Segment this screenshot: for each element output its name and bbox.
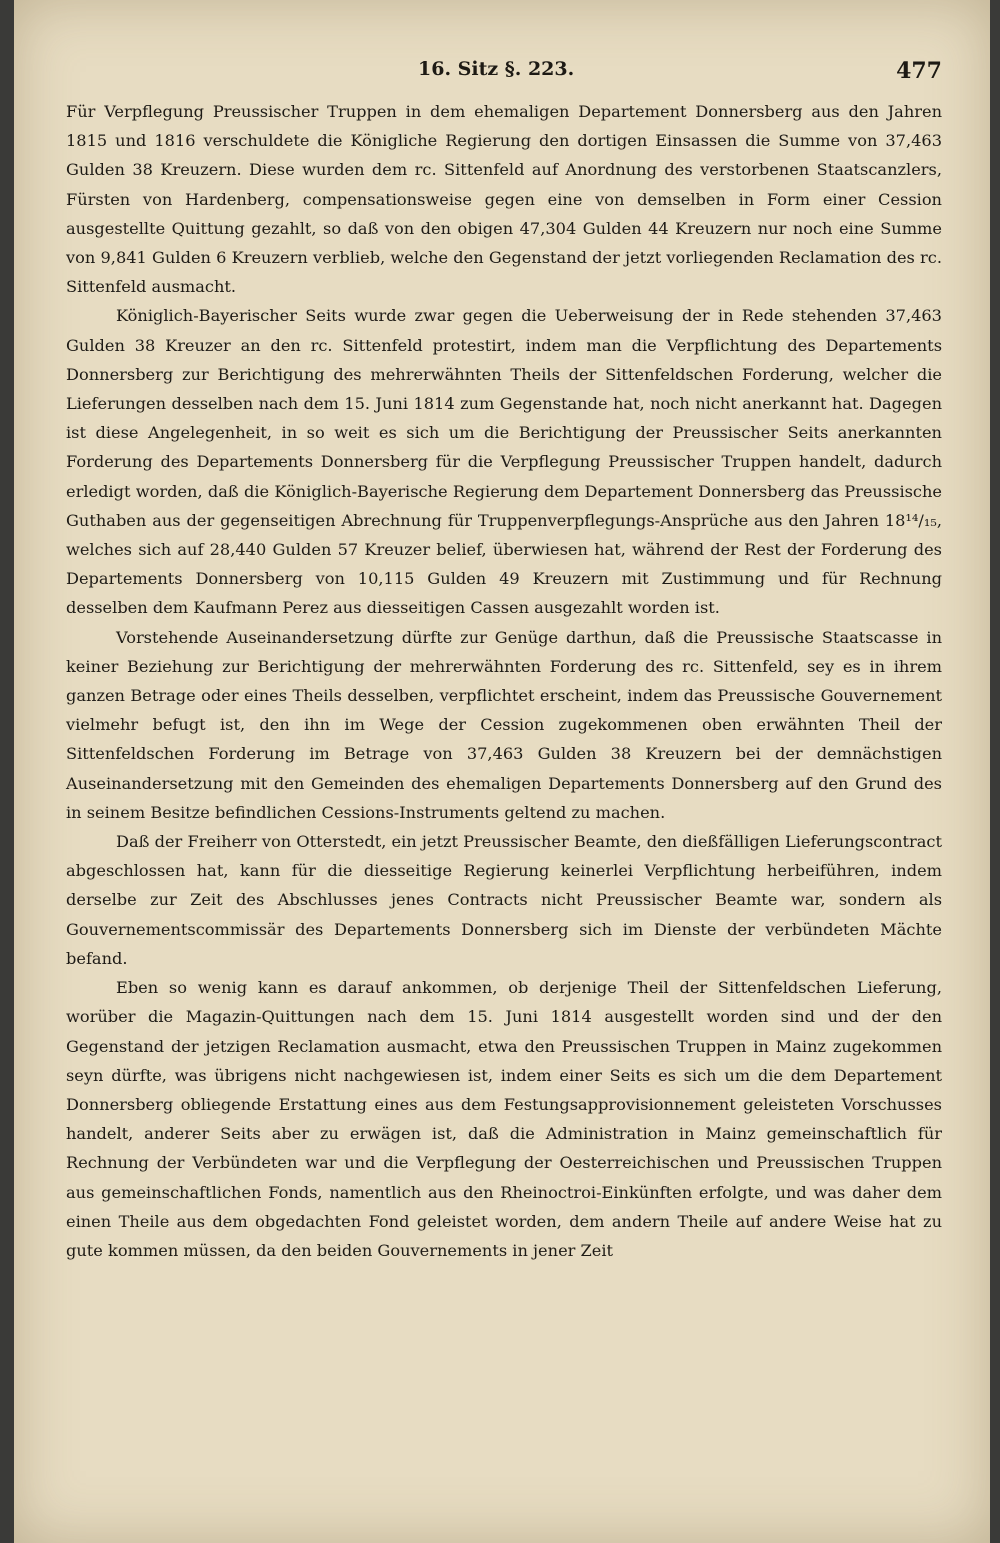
- paragraph-3: Vorstehende Auseinandersetzung dürfte zur Genüge darthun, daß die Preussische Staatscasse in keiner Beziehung zur Berichtigung der mehrerwähnten Forderung des rc. Sittenfeld, sey es in ihrem ganzen Betrage oder eines Theils desselben, verpflichtet erscheint, indem das Preussische Gouvernement vielmehr befugt ist, den ihn im Wege der Cession zugekommenen oben erwähnten Theil der Sittenfeldschen Forderung im Betrage von 37,463 Gulden 38 Kreuzern bei der demnächstigen Auseinandersetzung mit den Gemeinden des ehemaligen Departements Donnersberg auf den Grund des in seinem Besitze befindlichen Cessions-Instruments geltend zu machen.: [66, 627, 942, 822]
- paragraph-1: Für Verpflegung Preussischer Truppen in dem ehemaligen Departement Donnersberg aus den Jahren 1815 und 1816 verschuldete die Königliche Regierung den dortigen Einsassen die Summe von 37,463 Gulden 38 Kreuzern. Diese wurden dem rc. Sittenfeld auf Anordnung des verstorbenen Staatscanzlers, Fürsten von Hardenberg, compensationsweise gegen eine von demselben in Form einer Cession ausgestellte Quittung gezahlt, so daß von den obigen 47,304 Gulden 44 Kreuzern nur noch eine Summe von 9,841 Gulden 6 Kreuzern verblieb, welche den Gegenstand der jetzt vorliegenden Reclamation des rc. Sittenfeld ausmacht.: [66, 102, 942, 297]
- paragraph-4: Daß der Freiherr von Otterstedt, ein jetzt Preussischer Beamte, den dießfälligen Lieferungscontract abgeschlossen hat, kann für die diesseitige Regierung keinerlei Verpflichtung herbeiführen, indem derselbe zur Zeit des Abschlusses jenes Contracts nicht Preussischer Beamte war, sondern als Gouvernementscommissär des Departements Donnersberg sich im Dienste der verbündeten Mächte befand.: [66, 832, 942, 968]
- document-page: [14, 0, 990, 1543]
- page-header: [66, 58, 942, 88]
- paragraph-2: Königlich-Bayerischer Seits wurde zwar gegen die Ueberweisung der in Rede stehenden 37,463 Gulden 38 Kreuzer an den rc. Sittenfeld protestirt, indem man die Verpflichtung des Departements Donnersberg zur Berichtigung des mehrerwähnten Theils der Sittenfeldschen Forderung, welcher die Lieferungen desselben nach dem 15. Juni 1814 zum Gegenstande hat, noch nicht anerkannt hat. Dagegen ist diese Angelegenheit, in so weit es sich um die Berichtigung der Preussischer Seits anerkannten Forderung des Departements Donnersberg für die Verpflegung Preussischer Truppen handelt, dadurch erledigt worden, daß die Königlich-Bayerische Regierung dem Departement Donnersberg das Preussische Guthaben aus der gegenseitigen Abrechnung für Truppenverpflegungs-Ansprüche aus den Jahren 18¹⁴/₁₅, welches sich auf 28,440 Gulden 57 Kreuzer belief, überwiesen hat, während der Rest der Forderung des Departements Donnersberg von 10,115 Gulden 49 Kreuzern mit Zustimmung und für Rechnung desselben dem Kaufmann Perez aus diesseitigen Cassen ausgezahlt worden ist.: [66, 306, 942, 618]
- page-number: 477: [896, 58, 942, 84]
- paragraph-5: Eben so wenig kann es darauf ankommen, ob derjenige Theil der Sittenfeldschen Lieferung, worüber die Magazin-Quittungen nach dem 15. Juni 1814 ausgestellt worden sind und der den Gegenstand der jetzigen Reclamation ausmacht, etwa den Preussischen Truppen in Mainz zugekommen seyn dürfte, was übrigens nicht nachgewiesen ist, indem einer Seits es sich um die dem Departement Donnersberg obliegende Erstattung eines aus dem Festungsapprovisionnement geleisteten Vorschusses handelt, anderer Seits aber zu erwägen ist, daß die Administration in Mainz gemeinschaftlich für Rechnung der Verbündeten war und die Verpflegung der Oesterreichischen und Preussischen Truppen aus gemeinschaftlichen Fonds, namentlich aus den Rheinoctroi-Einkünften erfolgte, und was daher dem einen Theile aus dem obgedachten Fond geleistet worden, dem andern Theile auf andere Weise hat zu gute kommen müssen, da den beiden Gouvernements in jener Zeit: [66, 978, 942, 1260]
- page-body: [66, 97, 942, 1265]
- running-title: 16. Sitz §. 223.: [418, 58, 575, 80]
